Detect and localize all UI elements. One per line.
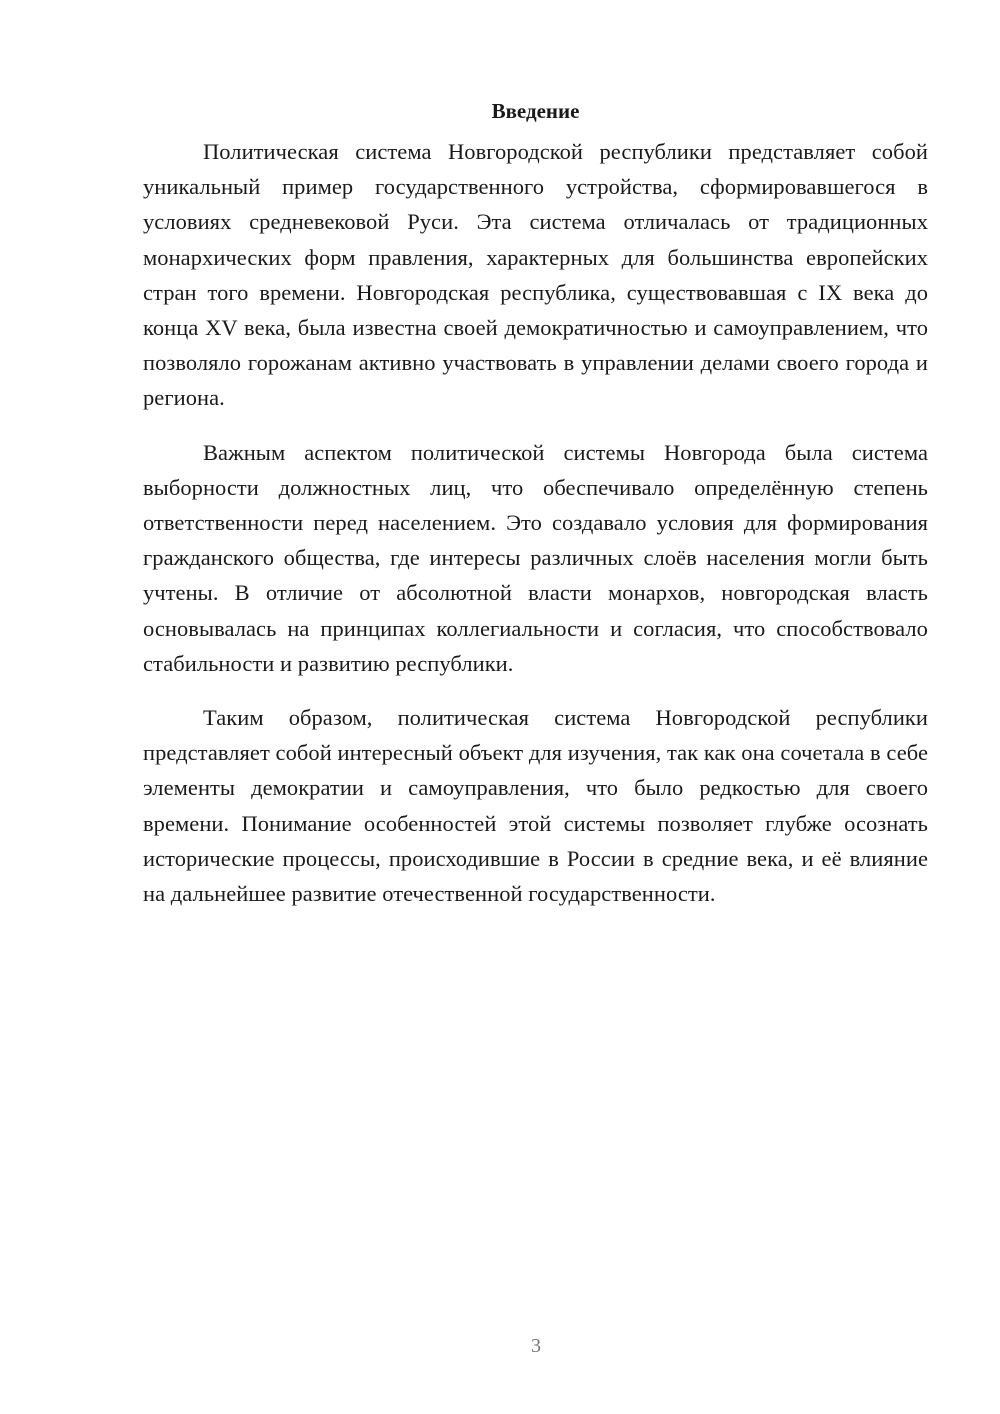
section-title: Введение	[491, 99, 580, 123]
page-number: 3	[531, 1335, 541, 1357]
page-content	[143, 96, 928, 930]
paragraph-1: Политическая система Новгородской республики представляет собой уникальный пример государственного устройства, сформировавшегося в условиях средневековой Руси. Эта система отличалась от традиционных монархических форм правления, характерных для большинства европейских стран того времени. Новгородская республика, существовавшая с IX века до конца XV века, была известна своей демократичностью и самоуправлением, что позволяло горожанам активно участвовать в управлении делами своего города и региона.	[143, 139, 928, 411]
paragraph-2: Важным аспектом политической системы Новгорода была система выборности должностных лиц, что обеспечивало определённую степень ответственности перед населением. Это создавало условия для формирования гражданского общества, где интересы различных слоёв населения могли быть учтены. В отличие от абсолютной власти монархов, новгородская власть основывалась на принципах коллегиальности и согласия, что способствовало стабильности и развитию республики.	[143, 439, 928, 676]
paragraph-3: Таким образом, политическая система Новгородской республики представляет собой интересный объект для изучения, так как она сочетала в себе элементы демократии и самоуправления, что было редкостью для своего времени. Понимание особенностей этой системы позволяет глубже осознать исторические процессы, происходившие в России в средние века, и её влияние на дальнейшее развитие отечественной государственности.	[143, 705, 928, 907]
